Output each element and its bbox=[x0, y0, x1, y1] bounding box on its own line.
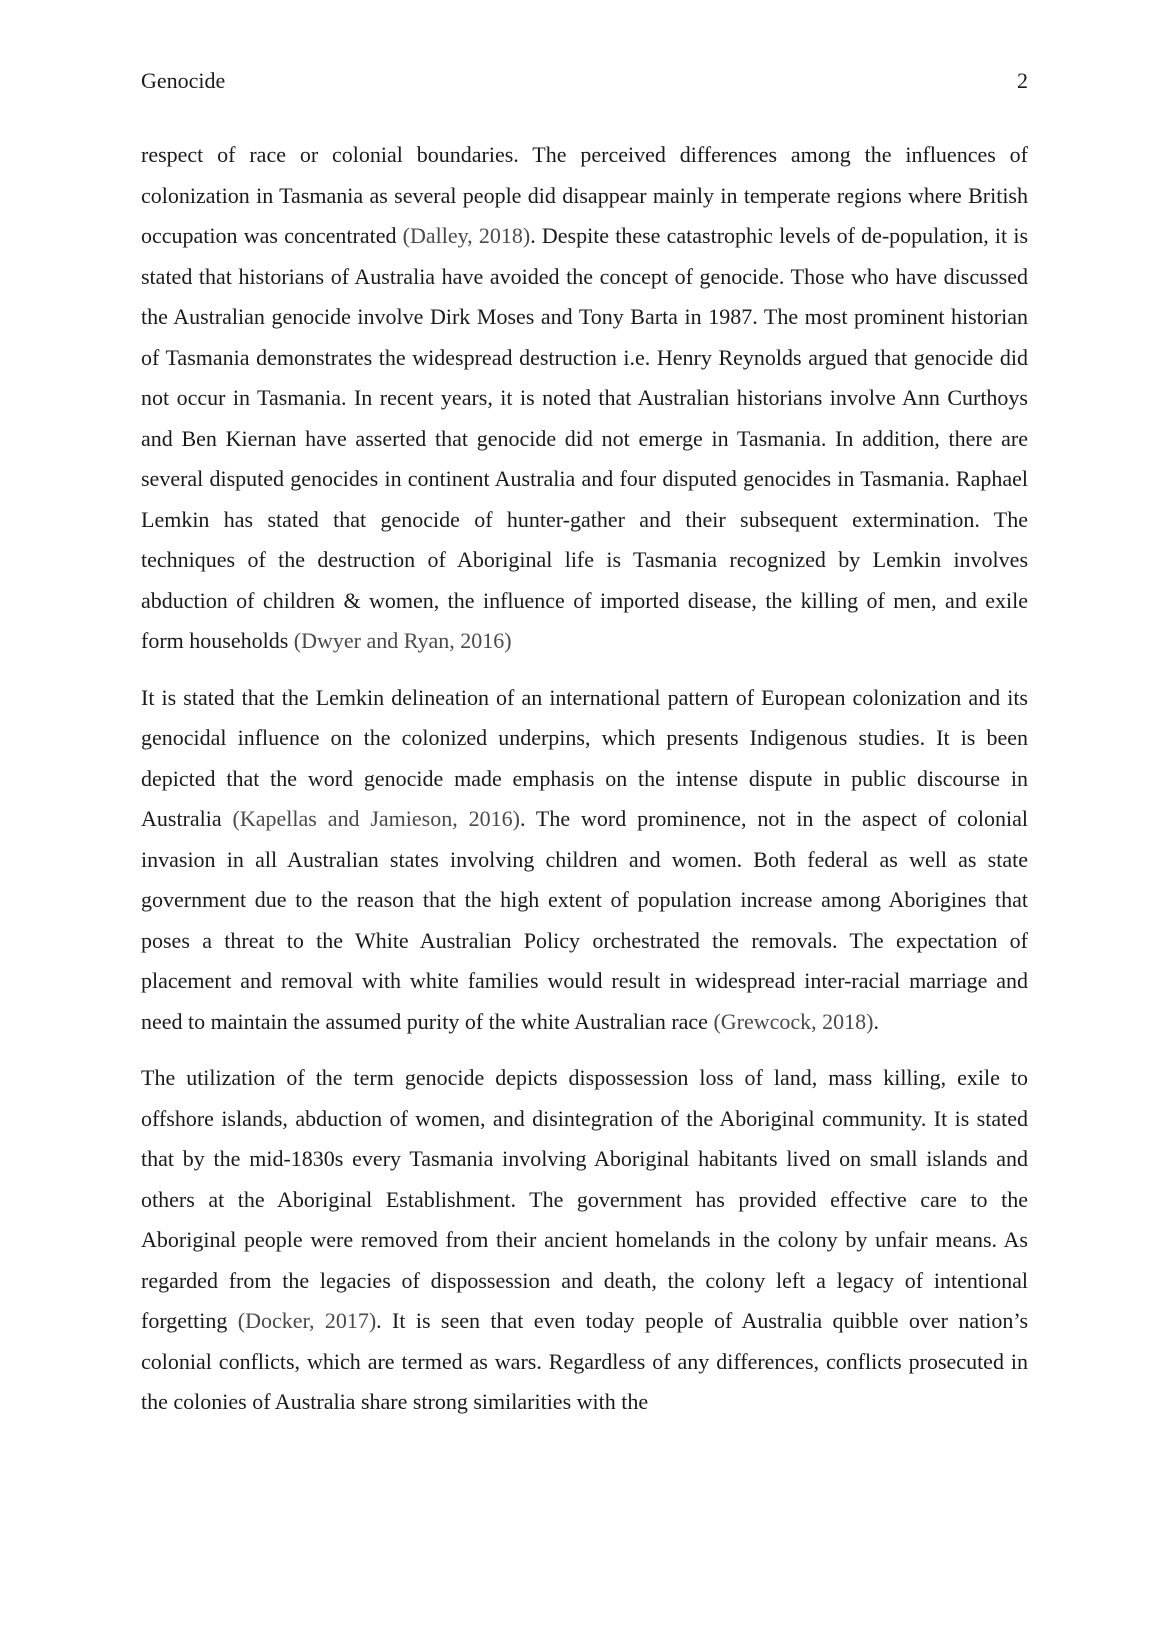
citation: (Kapellas and Jamieson, 2016) bbox=[232, 806, 520, 831]
paragraph-text: It is stated that the Lemkin delineation of an international pattern of European colonization and its genocidal influence on the colonized underpins, which presents Indigenous studies. It is been depicted that the word genocide made emphasis on the intense dispute in public discourse in Australia bbox=[141, 684, 1028, 831]
paragraph-text: . bbox=[873, 1008, 880, 1034]
paragraph-text: . It is seen that even today people of Australia quibble over nation’s colonial conflicts, which are termed as wars. Regardless of any differences, conflicts prosecuted in the colonies of Australia share strong similarities with the bbox=[141, 1308, 1029, 1414]
citation: (Dwyer and Ryan, 2016) bbox=[293, 628, 512, 653]
page-number: 2 bbox=[1017, 68, 1028, 93]
paragraph-text: . Despite these catastrophic levels of de-population, it is stated that historians of Australia have avoided the concept of genocide. Those who have discussed the Australian genocide involve Dirk Moses and Tony Barta in 1987. The most prominent historian of Tasmania demonstrates the widespread destruction i.e. Henry Reynolds argued that genocide did not occur in Tasmania. In recent years, it is noted that Australian historians involve Ann Curthoys and Ben Kiernan have asserted that genocide did not emerge in Tasmania. In addition, there are several disputed genocides in continent Australia and four disputed genocides in Tasmania. Raphael Lemkin has stated that genocide of hunter-gather and their subsequent extermination. The techniques of the destruction of Aboriginal life is Tasmania recognized by Lemkin involves abduction of children & women, the influence of imported disease, the killing of men, and exile form households bbox=[141, 223, 1029, 653]
paragraph-text: The utilization of the term genocide depicts dispossession loss of land, mass killing, exile to offshore islands, abduction of women, and disintegration of the Aboriginal community. It is stated that by the mid-1830s every Tasmania involving Aboriginal habitants lived on small islands and others at the Aboriginal Establishment. The government has provided effective care to the Aboriginal people were removed from their ancient homelands in the colony by unfair means. As regarded from the legacies of dispossession and death, the colony left a legacy of intentional forgetting bbox=[141, 1065, 1028, 1333]
document-body bbox=[141, 135, 1028, 1423]
paragraph-text: respect of race or colonial boundaries. The perceived differences among the influences of colonization in Tasmania as several people did disappear mainly in temperate regions where British occupation was concentrated bbox=[141, 142, 1028, 248]
page-header bbox=[141, 68, 1028, 98]
citation: (Grewcock, 2018) bbox=[713, 1008, 874, 1034]
paragraph-1 bbox=[141, 135, 1028, 662]
citation: (Docker, 2017) bbox=[237, 1308, 377, 1333]
paragraph-2 bbox=[141, 678, 1028, 1043]
paragraph-text: . The word prominence, not in the aspect of colonial invasion in all Australian states involving children and women. Both federal as well as state government due to the reason that the high extent of population increase among Aborigines that poses a threat to the White Australian Policy orchestrated the removals. The expectation of placement and removal with white families would result in widespread inter-racial marriage and need to maintain the assumed purity of the white Australian race bbox=[141, 806, 1028, 1034]
citation: (Dalley, 2018) bbox=[402, 223, 531, 248]
paragraph-3 bbox=[141, 1058, 1028, 1423]
running-title: Genocide bbox=[141, 68, 226, 93]
